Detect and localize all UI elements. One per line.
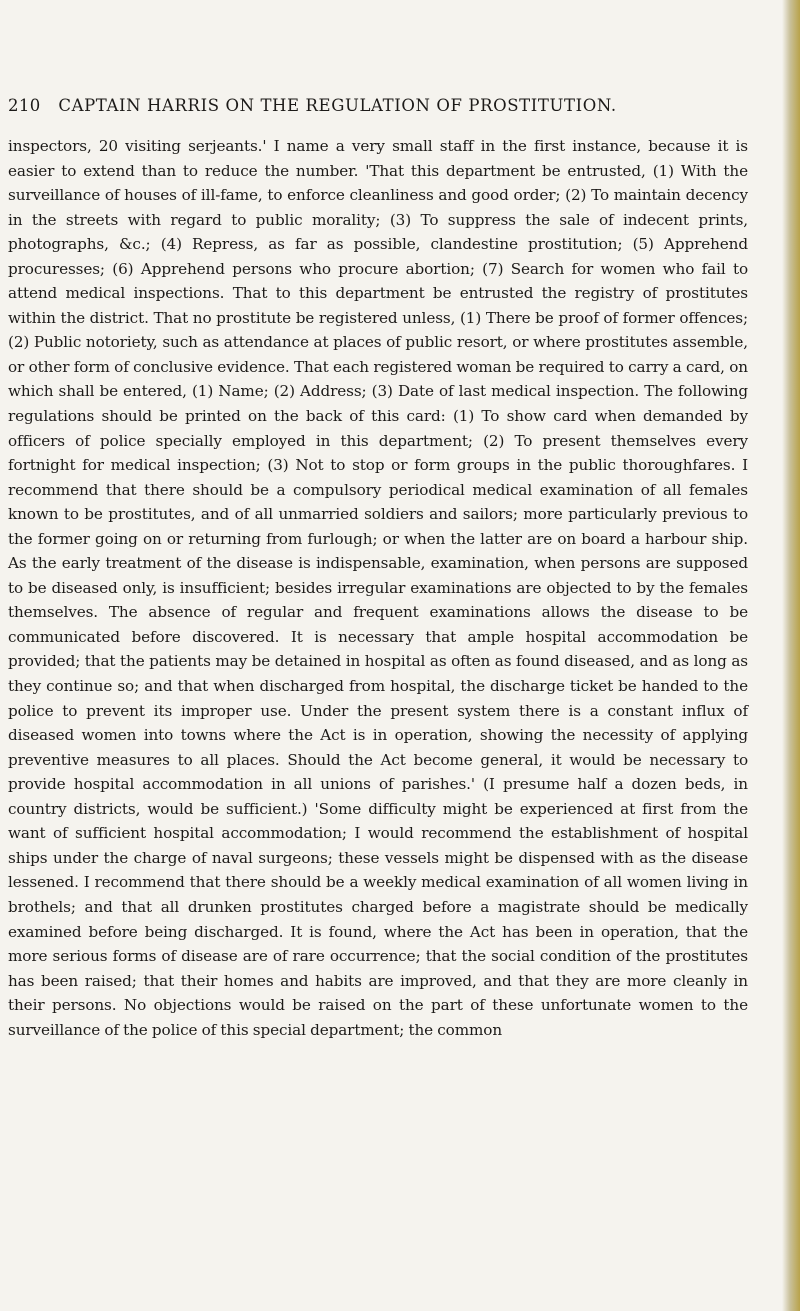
scan-edge [782, 0, 800, 1311]
page-number: 210 [8, 96, 41, 115]
running-head [8, 96, 748, 115]
running-title: CAPTAIN HARRIS ON THE REGULATION OF PROSTITUTION. [58, 96, 617, 115]
body-paragraph: inspectors, 20 visiting serjeants.' I name a very small staff in the first instance, because it is easier to extend than to reduce the number. 'That this department be entrusted, (1) With the surveillance of houses of ill-fame, to enforce cleanliness and good order; (2) To maintain decency in the streets with regard to public morality; (3) To suppress the sale of indecent prints, photographs, &c.; (4) Repress, as far as possible, clandestine prostitution; (5) Apprehend procuresses; (6) Apprehend persons who procure abortion; (7) Search for women who fail to attend medical inspections. That to this department be entrusted the registry of prostitutes within the district. That no prostitute be registered unless, (1) There be proof of former offences; (2) Public notoriety, such as attendance at places of public resort, or where prostitutes assemble, or other form of conclusive evidence. That each registered woman be required to carry a card, on which shall be entered, (1) Name; (2) Address; (3) Date of last medical inspection. The following regulations should be printed on the back of this card: (1) To show card when demanded by officers of police specially employed in this department; (2) To present themselves every fortnight for medical inspection; (3) Not to stop or form groups in the public thoroughfares. I recommend that there should be a compulsory periodical medical examination of all females known to be prostitutes, and of all unmarried soldiers and sailors; more particularly previous to the former going on or returning from furlough; or when the latter are on board a harbour ship. As the early treatment of the disease is indispensable, examination, when persons are supposed to be diseased only, is insufficient; besides irregular examinations are objected to by the females themselves. The absence of regular and frequent examinations allows the disease to be communicated before discovered. It is necessary that ample hospital accommodation be provided; that the patients may be detained in hospital as often as found diseased, and as long as they continue so; and that when discharged from hospital, the discharge ticket be handed to the police to prevent its improper use. Under the present system there is a constant influx of diseased women into towns where the Act is in operation, showing the necessity of applying preventive measures to all places. Should the Act become general, it would be necessary to provide hospital accommodation in all unions of parishes.' (I presume half a dozen beds, in country districts, would be sufficient.) 'Some difficulty might be experienced at first from the want of sufficient hospital accommodation; I would recommend the establishment of hospital ships under the charge of naval surgeons; these vessels might be dispensed with as the disease lessened. I recommend that there should be a weekly medical examination of all women living in brothels; and that all drunken prostitutes charged before a magistrate should be medically examined before being discharged. It is found, where the Act has been in operation, that the more serious forms of disease are of rare occurrence; that the social condition of the prostitutes has been raised; that their homes and habits are improved, and that they are more cleanly in their persons. No objections would be raised on the part of these unfortunate women to the surveillance of the police of this special department; the common [8, 137, 748, 1039]
